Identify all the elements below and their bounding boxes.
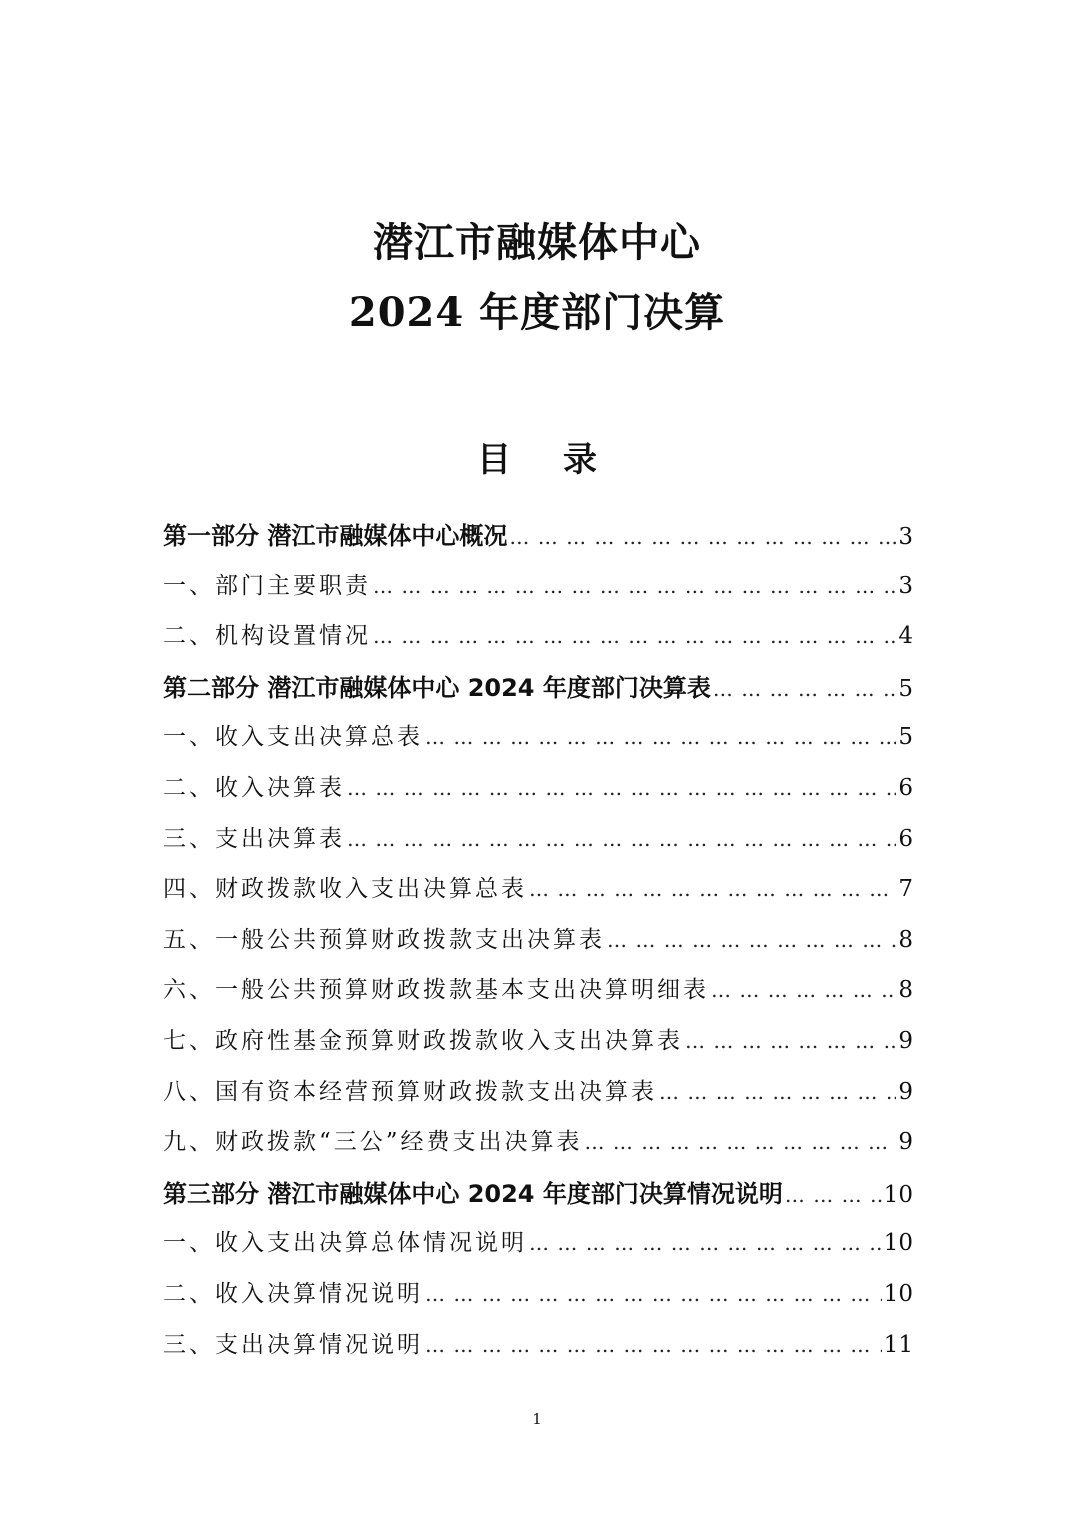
- toc-leader-dots: [711, 978, 896, 1002]
- toc-entry-page: 10: [883, 1230, 913, 1257]
- toc-entry[interactable]: [163, 516, 913, 567]
- toc-entry-page: 6: [898, 825, 913, 852]
- toc-entry[interactable]: [163, 820, 913, 871]
- toc-entry[interactable]: [163, 769, 913, 820]
- toc-entry-label: 第二部分 潜江市融媒体中心 2024 年度部门决算表: [163, 673, 711, 702]
- toc-leader-dots: [347, 827, 896, 851]
- toc-entry-label: 五、一般公共预算财政拨款支出决算表: [163, 926, 605, 953]
- toc-entry-label: 一、部门主要职责: [163, 572, 371, 599]
- toc-entry-label: 第一部分 潜江市融媒体中心概况: [163, 522, 508, 550]
- toc-entry-label: 一、收入支出决算总表: [163, 724, 423, 751]
- toc-entry[interactable]: [163, 921, 913, 972]
- toc-entry-page: 3: [898, 524, 913, 550]
- toc-entry-page: 8: [898, 977, 913, 1004]
- toc-entry-label: 九、财政拨款“三公”经费支出决算表: [163, 1129, 583, 1156]
- toc-entry[interactable]: [163, 1174, 913, 1225]
- toc-leader-dots: [425, 725, 896, 749]
- toc-entry-page: 6: [898, 774, 913, 801]
- toc-leader-dots: [713, 677, 896, 701]
- toc-entry-label: 四、财政拨款收入支出决算总表: [163, 876, 527, 903]
- toc-entry-page: 10: [883, 1280, 913, 1307]
- toc-entry-page: 3: [898, 572, 913, 599]
- toc-entry-label: 二、机构设置情况: [163, 623, 371, 650]
- toc-entry[interactable]: [163, 718, 913, 769]
- toc-leader-dots: [347, 776, 896, 800]
- toc-heading: 目录: [477, 440, 649, 480]
- toc-entry-page: 10: [883, 1181, 913, 1208]
- toc-entry-label: 六、一般公共预算财政拨款基本支出决算明细表: [163, 977, 709, 1004]
- toc-leader-dots: [373, 574, 896, 598]
- toc-entry[interactable]: [163, 567, 913, 618]
- toc-leader-dots: [425, 1282, 882, 1306]
- table-of-contents: [163, 516, 913, 1376]
- toc-entry-page: 5: [898, 675, 913, 702]
- toc-leader-dots: [425, 1333, 882, 1357]
- toc-entry-page: 5: [898, 724, 913, 751]
- toc-leader-dots: [659, 1080, 896, 1104]
- toc-leader-dots: [785, 1183, 882, 1207]
- toc-entry-label: 三、支出决算表: [163, 825, 345, 852]
- toc-leader-dots: [685, 1029, 896, 1053]
- toc-entry-label: 八、国有资本经营预算财政拨款支出决算表: [163, 1078, 657, 1105]
- toc-entry[interactable]: [163, 668, 913, 719]
- toc-entry-label: 二、收入决算情况说明: [163, 1280, 423, 1307]
- toc-entry[interactable]: [163, 1224, 913, 1275]
- toc-entry-label: 七、政府性基金预算财政拨款收入支出决算表: [163, 1027, 683, 1054]
- toc-entry-page: 4: [898, 623, 913, 650]
- toc-entry[interactable]: [163, 870, 913, 921]
- toc-entry-page: 9: [898, 1129, 913, 1156]
- toc-entry[interactable]: [163, 1073, 913, 1124]
- toc-entry-page: 9: [898, 1027, 913, 1054]
- toc-entry[interactable]: [163, 617, 913, 668]
- page-number: 1: [532, 1410, 542, 1428]
- toc-leader-dots: [529, 1231, 882, 1255]
- toc-entry-page: 11: [883, 1331, 913, 1358]
- toc-entry-label: 一、收入支出决算总体情况说明: [163, 1230, 527, 1257]
- title-line-2: 2024 年度部门决算: [348, 289, 726, 336]
- toc-entry[interactable]: [163, 1022, 913, 1073]
- toc-entry[interactable]: [163, 1326, 913, 1377]
- title-line-1: 潜江市融媒体中心: [373, 219, 701, 266]
- toc-entry-label: 第三部分 潜江市融媒体中心 2024 年度部门决算情况说明: [163, 1179, 783, 1208]
- toc-entry-page: 7: [898, 876, 913, 903]
- toc-leader-dots: [529, 877, 896, 901]
- document-title: [0, 208, 1074, 348]
- toc-leader-dots: [509, 525, 896, 549]
- toc-entry-label: 三、支出决算情况说明: [163, 1331, 423, 1358]
- toc-entry[interactable]: [163, 971, 913, 1022]
- toc-leader-dots: [585, 1130, 897, 1154]
- toc-entry[interactable]: [163, 1275, 913, 1326]
- toc-entry[interactable]: [163, 1123, 913, 1174]
- toc-entry-label: 二、收入决算表: [163, 774, 345, 801]
- toc-leader-dots: [607, 928, 896, 952]
- toc-entry-page: 9: [898, 1078, 913, 1105]
- toc-leader-dots: [373, 624, 896, 648]
- toc-entry-page: 8: [898, 926, 913, 953]
